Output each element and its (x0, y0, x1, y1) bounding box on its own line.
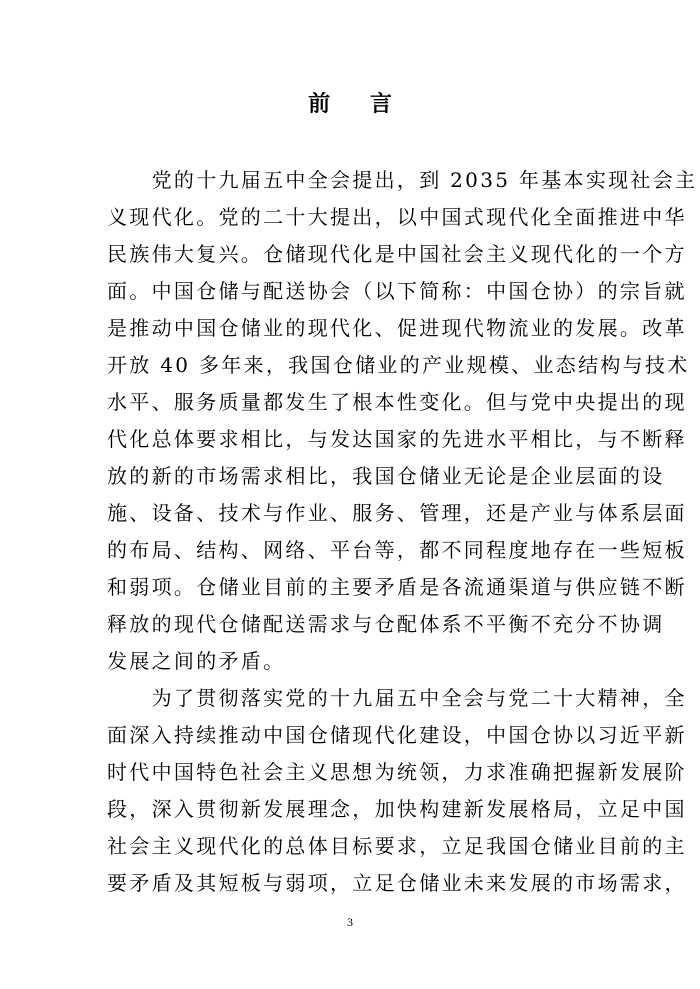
paragraph-line-9: 放的新的市场需求相比，我国仓储业无论是企业层面的设 (107, 464, 665, 488)
paragraph-line-18: 段，深入贯彻新发展理念，加快构建新发展格局，立足中国 (107, 797, 687, 821)
paragraph-line-16: 面深入持续推动中国仓储现代化建设，中国仓协以习近平新 (107, 723, 687, 747)
paragraph-line-19: 社会主义现代化的总体目标要求，立足我国仓储业目前的主 (107, 834, 687, 858)
page-number: 3 (347, 915, 353, 929)
paragraph-line-3: 民族伟大复兴。仓储现代化是中国社会主义现代化的一个方 (107, 242, 687, 266)
paragraph-line-17: 时代中国特色社会主义思想为统领，力求准确把握新发展阶 (107, 760, 687, 784)
paragraph-line-4: 面。中国仓储与配送协会（以下简称：中国仓协）的宗旨就 (107, 279, 687, 303)
paragraph-line-1: 党的十九届五中全会提出，到 2035 年基本实现社会主 (107, 168, 698, 192)
paragraph-line-2: 义现代化。党的二十大提出，以中国式现代化全面推进中华 (107, 205, 687, 229)
paragraph-line-20: 要矛盾及其短板与弱项，立足仓储业未来发展的市场需求， (107, 871, 687, 895)
paragraph-line-13: 释放的现代仓储配送需求与仓配体系不平衡不充分不协调 (107, 612, 665, 636)
paragraph-line-8: 代化总体要求相比，与发达国家的先进水平相比，与不断释 (107, 427, 687, 451)
paragraph-line-5: 是推动中国仓储业的现代化、促进现代物流业的发展。改革 (107, 316, 687, 340)
paragraph-line-10: 施、设备、技术与作业、服务、管理，还是产业与体系层面 (107, 501, 687, 525)
paragraph-line-11: 的布局、结构、网络、平台等，都不同程度地存在一些短板 (107, 538, 687, 562)
paragraph-line-14: 发展之间的矛盾。 (107, 649, 286, 673)
page-title: 前 言 (308, 91, 408, 117)
paragraph-line-6: 开放 40 多年来，我国仓储业的产业规模、业态结构与技术 (107, 353, 690, 377)
paragraph-line-7: 水平、服务质量都发生了根本性变化。但与党中央提出的现 (107, 390, 687, 414)
paragraph-line-15: 为了贯彻落实党的十九届五中全会与党二十大精神，全 (107, 686, 687, 710)
paragraph-line-12: 和弱项。仓储业目前的主要矛盾是各流通渠道与供应链不断 (107, 575, 687, 599)
